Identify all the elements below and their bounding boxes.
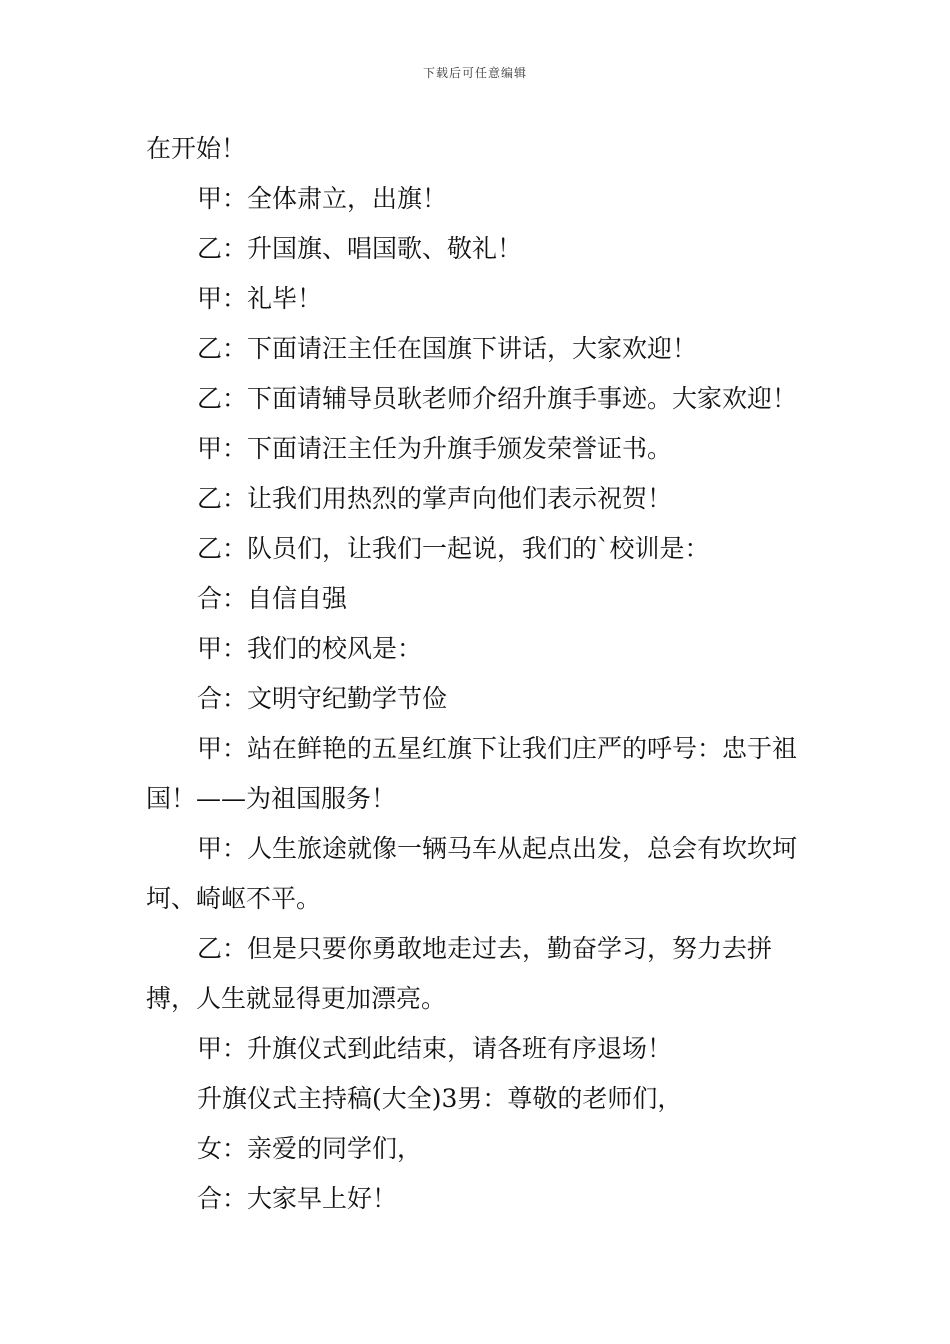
paragraph: 合：自信自强 — [197, 584, 348, 613]
paragraph: 女：亲爱的同学们， — [197, 1134, 423, 1163]
page-header: 下载后可任意编辑 — [422, 66, 527, 80]
paragraph: 升旗仪式主持稿(大全)3男：尊敬的老师们， — [197, 1084, 683, 1113]
paragraph: 甲：礼毕！ — [197, 284, 323, 313]
paragraph: 合：文明守纪勤学节俭 — [197, 684, 448, 713]
paragraph: 乙：让我们用热烈的掌声向他们表示祝贺！ — [197, 484, 673, 513]
document-body — [146, 124, 816, 1224]
paragraph: 甲：站在鲜艳的五星红旗下让我们庄严的呼号：忠于祖国！——为祖国服务！ — [146, 734, 798, 813]
paragraph: 甲：升旗仪式到此结束，请各班有序退场！ — [197, 1034, 673, 1063]
paragraph: 甲：下面请汪主任为升旗手颁发荣誉证书。 — [197, 434, 673, 463]
paragraph: 乙：但是只要你勇敢地走过去，勤奋学习，努力去拼搏，人生就显得更加漂亮。 — [146, 934, 773, 1013]
paragraph: 乙：下面请辅导员耿老师介绍升旗手事迹。大家欢迎！ — [197, 384, 798, 413]
paragraph: 甲：我们的校风是： — [197, 634, 423, 663]
paragraph: 乙：升国旗、唱国歌、敬礼！ — [197, 234, 523, 263]
paragraph: 乙：队员们，让我们一起说，我们的`校训是： — [197, 534, 710, 563]
paragraph: 甲：全体肃立，出旗！ — [197, 184, 448, 213]
paragraph: 甲：人生旅途就像一辆马车从起点出发，总会有坎坎坷坷、崎岖不平。 — [146, 834, 798, 913]
paragraph: 在开始！ — [146, 134, 247, 163]
paragraph: 乙：下面请汪主任在国旗下讲话，大家欢迎！ — [197, 334, 698, 363]
paragraph: 合：大家早上好！ — [197, 1184, 398, 1213]
